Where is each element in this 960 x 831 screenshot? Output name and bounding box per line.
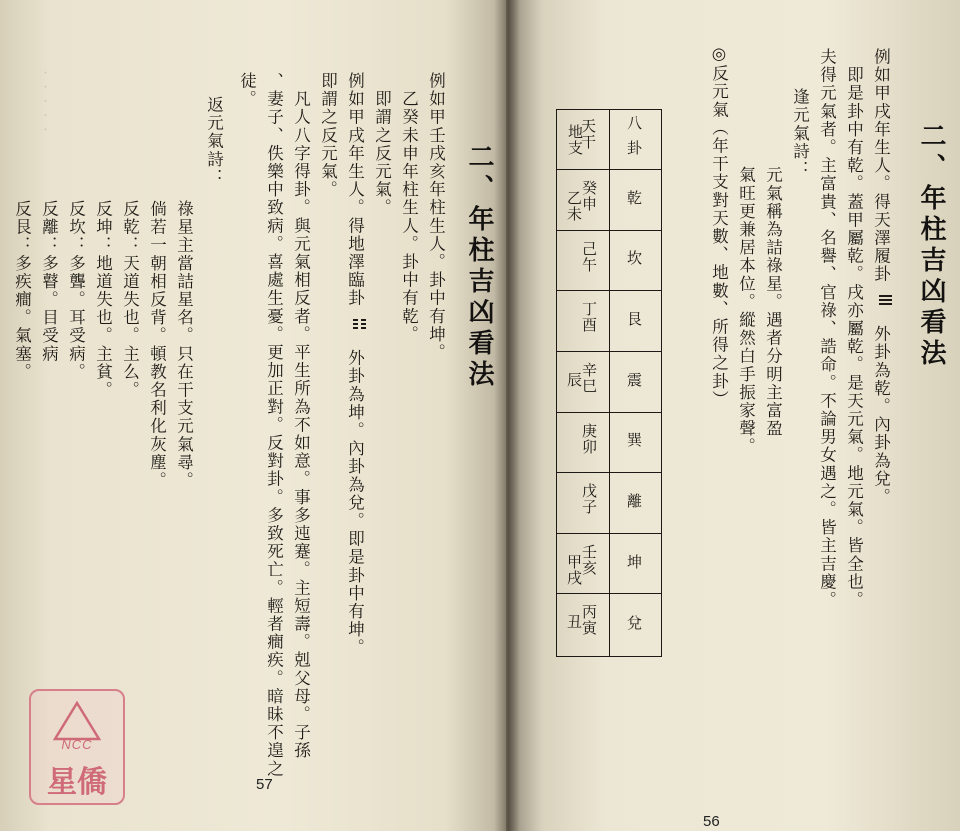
gua-name: 乾 [625, 189, 643, 210]
ganzhi-column [557, 110, 610, 656]
table-cell-ganzhi [557, 413, 609, 474]
ganzhi-text: 辰 [565, 371, 583, 388]
table-cell-ganzhi [557, 352, 609, 413]
text-line: 凡人八字得卦。與元氣相反者。平生所為不如意。事多迍蹇。主短壽。剋父母。子孫 [291, 72, 311, 760]
ganzhi-text: 乙未 [565, 190, 583, 222]
table-cell-gua [608, 473, 661, 534]
ganzhi-text: 丙寅 [580, 604, 598, 637]
list-item: 反坎：多聾。耳受病。 [66, 200, 86, 381]
page-number-57: 57 [256, 776, 273, 793]
gua-name: 坎 [625, 250, 643, 271]
book-gutter [494, 0, 520, 831]
list-item: 反坤：地道失也。主貧。 [93, 200, 113, 400]
table-header-text: 天干 [579, 118, 597, 150]
table-cell-gua [608, 413, 661, 474]
ganzhi-text: 癸申 [580, 180, 598, 212]
gua-name: 兌 [625, 614, 643, 635]
ganzhi-text: 己午 [580, 240, 598, 273]
ganzhi-text: 辛巳 [580, 361, 598, 394]
text-line: 乙癸未申年柱生人。卦中有乾。 [399, 72, 419, 344]
text-line: 徒。 [237, 72, 257, 109]
gua-name: 震 [625, 371, 643, 392]
page-number-56: 56 [703, 813, 720, 830]
text-line-with-trigram [872, 48, 892, 506]
ganzhi-text: 庚卯 [580, 422, 598, 455]
table-cell-ganzhi [557, 534, 609, 595]
text-fragment: 外卦為乾。內卦為兌。 [871, 325, 891, 507]
page-56-heading: 二、年柱吉凶看法 [916, 122, 946, 370]
table-cell-ganzhi [557, 291, 609, 352]
text-fragment: 例如甲戌年生人。得天澤履卦 [871, 48, 891, 284]
trigram-column [608, 110, 661, 656]
gua-name: 坤 [625, 553, 643, 574]
reverse-yuanqi-table [556, 109, 662, 657]
table-cell-gua [608, 534, 661, 595]
poem-line: 氣旺更兼居本位。縱然白手振家聲。 [736, 130, 756, 456]
table-header-ganzhi [557, 110, 609, 170]
bleed-through-text: · · · · · [36, 70, 55, 134]
text-line: 例如甲壬戌亥年柱生人。卦中有坤。 [426, 72, 446, 362]
table-cell-gua [608, 231, 661, 292]
ganzhi-text: 壬亥 [580, 543, 598, 576]
table-cell-ganzhi [557, 594, 609, 655]
text-line: 、妻子、佚樂中致病。喜處生憂。更加正對。反對卦。多致死亡。輕者癎疾。暗昧不遑之 [264, 72, 284, 778]
lin-hexagram-icon [352, 319, 366, 337]
text-line: 即謂之反元氣。 [318, 72, 338, 199]
text-fragment: 例如甲戌年生人。得地澤臨卦 [345, 72, 365, 308]
poem-title: 逢元氣詩： [790, 70, 810, 179]
gua-name: 艮 [625, 311, 643, 332]
ganzhi-text: 丁酉 [580, 301, 598, 334]
table-cell-gua [608, 291, 661, 352]
table-header-text: 地支 [566, 124, 584, 156]
table-cell-gua [608, 594, 661, 655]
poem-line: 倘若一朝相反背。頓教名利化灰塵。 [147, 200, 167, 490]
ganzhi-text: 丑 [565, 614, 583, 631]
lu-hexagram-icon [878, 295, 892, 313]
text-fragment: 外卦為坤。內卦為兌。即是卦中有坤。 [345, 349, 365, 657]
table-cell-ganzhi [557, 170, 609, 231]
list-item: 反離：多瞽。目受病 [39, 200, 59, 363]
table-cell-gua [608, 170, 661, 231]
stamp-logo-text: NCC [61, 737, 93, 752]
poem-line: 元氣稱為詰祿星。遇者分明主富盈 [763, 130, 783, 438]
ganzhi-text: 甲戌 [565, 553, 583, 586]
ganzhi-text: 戊子 [580, 483, 598, 516]
text-line: 夫得元氣者。主富貴、名譽、官祿、誥命。不論男女遇之。皆主吉慶。 [817, 48, 837, 610]
table-header-gua [608, 110, 661, 170]
table-header-text: 八卦 [625, 114, 643, 165]
poem-title: 返元氣詩： [204, 96, 224, 187]
table-cell-ganzhi [557, 231, 609, 292]
text-line: 即謂之反元氣。 [372, 72, 392, 217]
list-item: 反艮：多疾癎。氣塞。 [12, 200, 32, 381]
ncc-stamp [29, 689, 125, 805]
poem-line: 祿星主當詰星名。只在干支元氣尋。 [174, 200, 194, 490]
table-cell-ganzhi [557, 473, 609, 534]
text-line: 即是卦中有乾。蓋甲屬乾。戌亦屬乾。是天元氣。地元氣。皆全也。 [844, 48, 864, 610]
text-line-with-trigram [346, 72, 366, 657]
stamp-name: 星僑 [47, 765, 107, 800]
gua-name: 巽 [625, 432, 643, 453]
gua-name: 離 [625, 492, 643, 513]
page-57-heading: 二、年柱吉凶看法 [464, 143, 494, 391]
table-cell-gua [608, 352, 661, 413]
list-item: 反乾：天道失也。主么。 [120, 200, 140, 400]
section-title: ◎反元氣（年干支對天數、地數、所得之卦） [709, 44, 729, 409]
